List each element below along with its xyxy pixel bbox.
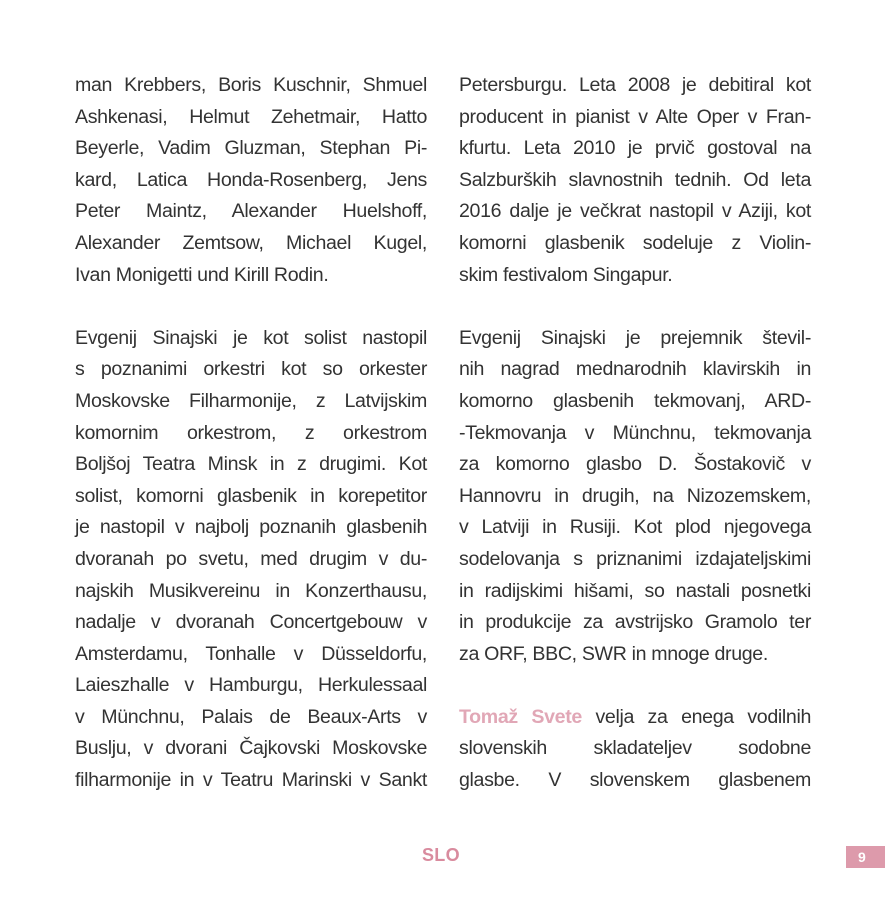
paragraph-gap	[75, 291, 427, 323]
text-line: filharmonije in v Teatru Marinski v Sankt	[75, 769, 427, 792]
text-line: v Münchnu, Palais de Beaux-Arts v	[75, 705, 427, 728]
page-number: 9	[846, 846, 885, 868]
text-line: nih nagrad mednarodnih klavirskih in	[459, 358, 811, 381]
text-line: za komorno glasbo D. Šostakovič v	[459, 453, 811, 476]
text-line: skim festivalom Singapur.	[459, 263, 673, 286]
text-line: kfurtu. Leta 2010 je prvič gostoval na	[459, 137, 811, 160]
text-line: producent in pianist v Alte Oper v Fran-	[459, 105, 811, 128]
text-line: za ORF, BBC, SWR in mnoge druge.	[459, 642, 768, 665]
text-line: Laieszhalle v Hamburgu, Herkulessaal	[75, 674, 427, 697]
language-label: SLO	[422, 845, 460, 865]
text-line: nadalje v dvoranah Concertgebouw v	[75, 611, 427, 634]
text-line: Ashkenasi, Helmut Zehetmair, Hatto	[75, 105, 427, 128]
text-line: 2016 dalje je večkrat nastopil v Aziji, kot	[459, 200, 811, 223]
text-line: Boljšoj Teatra Minsk in z drugimi. Kot	[75, 453, 427, 476]
text-line: s poznanimi orkestri kot so orkester	[75, 358, 427, 381]
text-line: Peter Maintz, Alexander Huelshoff,	[75, 200, 427, 223]
text-line: najskih Musikvereinu in Konzerthausu,	[75, 579, 427, 602]
text-line: komornim orkestrom, z orkestrom	[75, 421, 427, 444]
text-line: slovenskih skladateljev sodobne	[459, 737, 811, 760]
text-line: kard, Latica Honda-Rosenberg, Jens	[75, 168, 427, 191]
text-line: Petersburgu. Leta 2008 je debitiral kot	[459, 74, 811, 96]
text-line: sodelovanja s priznanimi izdajateljskimi	[459, 547, 811, 570]
text-line: solist, komorni glasbenik in korepetitor	[75, 484, 427, 507]
text-line: v Latviji in Rusiji. Kot plod njegovega	[459, 516, 811, 539]
paragraph	[459, 702, 811, 797]
text-line: Beyerle, Vadim Gluzman, Stephan Pi-	[75, 137, 427, 160]
text-line: dvoranah po svetu, med drugim v du-	[75, 547, 427, 570]
text-line: Evgenij Sinajski je kot solist nastopil	[75, 326, 427, 349]
text-line: komorno glasbenih tekmovanj, ARD-	[459, 389, 811, 412]
paragraph-gap	[459, 670, 811, 702]
text-line: Moskovske Filharmonije, z Latvijskim	[75, 389, 427, 412]
text-line: Ivan Monigetti und Kirill Rodin.	[75, 263, 329, 286]
text-line: Evgenij Sinajski je prejemnik števil-	[459, 326, 811, 349]
text-line: Amsterdamu, Tonhalle v Düsseldorfu,	[75, 642, 427, 665]
highlighted-name: Tomaž Svete	[459, 705, 582, 728]
text-line: je nastopil v najbolj poznanih glasbenih	[75, 516, 427, 539]
text-line: man Krebbers, Boris Kuschnir, Shmuel	[75, 74, 427, 96]
text-fragment: velja za enega vodilnih	[581, 705, 811, 728]
text-line	[459, 702, 811, 734]
paragraph-gap	[459, 291, 811, 323]
paragraph	[75, 70, 427, 291]
paragraph	[459, 70, 811, 291]
text-line: in radijskimi hišami, so nastali posnetki	[459, 579, 811, 602]
text-line: Buslju, v dvorani Čajkovski Moskovske	[75, 737, 427, 760]
text-line: Hannovru in drugih, na Nizozemskem,	[459, 484, 811, 507]
text-line: in produkcije za avstrijsko Gramolo ter	[459, 611, 811, 634]
right-column	[459, 70, 811, 797]
text-line: Salzburških slavnostnih tednih. Od leta	[459, 168, 811, 191]
text-line: glasbe. V slovenskem glasbenem	[459, 769, 811, 792]
text-line: -Tekmovanja v Münchnu, tekmovanja	[459, 421, 811, 444]
text-line: komorni glasbenik sodeluje z Violin-	[459, 231, 811, 254]
text-line: Alexander Zemtsow, Michael Kugel,	[75, 231, 427, 254]
left-column	[75, 70, 427, 797]
paragraph	[459, 323, 811, 671]
paragraph	[75, 323, 427, 797]
